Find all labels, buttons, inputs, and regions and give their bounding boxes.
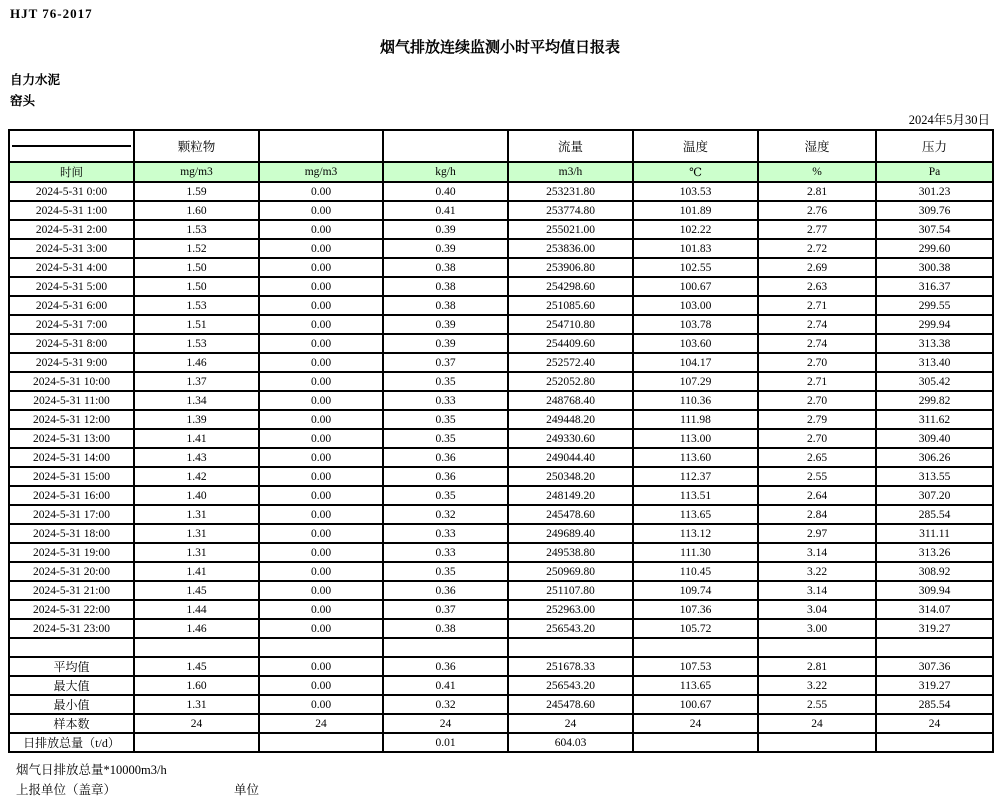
value-cell: 24 — [876, 714, 993, 733]
page-title: 烟气排放连续监测小时平均值日报表 — [379, 40, 620, 56]
value-cell: 0.36 — [383, 581, 508, 600]
row-label-cell: 2024-5-31 3:00 — [9, 239, 134, 258]
value-cell: 314.07 — [876, 600, 993, 619]
row-label-cell: 2024-5-31 19:00 — [9, 543, 134, 562]
value-cell: 2.74 — [758, 315, 876, 334]
corner-bottom-subcell — [12, 147, 131, 161]
value-cell: 24 — [508, 714, 633, 733]
value-cell: 311.62 — [876, 410, 993, 429]
value-cell: 307.36 — [876, 657, 993, 676]
value-cell: 24 — [758, 714, 876, 733]
row-label-cell: 2024-5-31 4:00 — [9, 258, 134, 277]
summary-row — [9, 695, 993, 714]
company-name: 自力水泥 — [10, 73, 61, 87]
table-row — [9, 619, 993, 638]
value-cell: 0.00 — [259, 543, 383, 562]
value-cell: 113.65 — [633, 676, 758, 695]
value-cell: 0.35 — [383, 562, 508, 581]
value-cell: 0.40 — [383, 182, 508, 201]
summary-row — [9, 714, 993, 733]
value-cell: 300.38 — [876, 258, 993, 277]
row-label-cell: 2024-5-31 11:00 — [9, 391, 134, 410]
value-cell: 311.11 — [876, 524, 993, 543]
value-cell: 2.69 — [758, 258, 876, 277]
unit-header-cell: 时间 — [9, 162, 134, 182]
value-cell: 111.30 — [633, 543, 758, 562]
row-label-cell: 2024-5-31 10:00 — [9, 372, 134, 391]
value-cell: 0.00 — [259, 524, 383, 543]
value-cell: 1.31 — [134, 543, 259, 562]
value-cell: 252052.80 — [508, 372, 633, 391]
blank-separator-row — [9, 638, 993, 657]
value-cell: 249448.20 — [508, 410, 633, 429]
unit-label: 单位 — [234, 783, 260, 797]
value-cell: 256543.20 — [508, 619, 633, 638]
table-row — [9, 296, 993, 315]
table-row — [9, 201, 993, 220]
value-cell: 309.76 — [876, 201, 993, 220]
table-row — [9, 372, 993, 391]
value-cell: 24 — [383, 714, 508, 733]
value-cell: 105.72 — [633, 619, 758, 638]
value-cell: 1.59 — [134, 182, 259, 201]
value-cell: 0.00 — [259, 391, 383, 410]
value-cell — [508, 638, 633, 657]
table-row — [9, 315, 993, 334]
value-cell: 2.71 — [758, 296, 876, 315]
value-cell: 3.14 — [758, 543, 876, 562]
value-cell: 255021.00 — [508, 220, 633, 239]
value-cell: 1.31 — [134, 505, 259, 524]
value-cell: 0.37 — [383, 600, 508, 619]
value-cell: 245478.60 — [508, 695, 633, 714]
table-row — [9, 182, 993, 201]
value-cell: 0.00 — [259, 467, 383, 486]
value-cell: 253231.80 — [508, 182, 633, 201]
corner-cell — [9, 130, 134, 162]
value-cell: 103.00 — [633, 296, 758, 315]
value-cell: 0.41 — [383, 676, 508, 695]
row-label-cell: 平均值 — [9, 657, 134, 676]
value-cell: 0.35 — [383, 372, 508, 391]
value-cell: 245478.60 — [508, 505, 633, 524]
unit-header-cell: kg/h — [383, 162, 508, 182]
value-cell: 319.27 — [876, 676, 993, 695]
value-cell: 1.46 — [134, 619, 259, 638]
pollutant-header-cell — [259, 130, 383, 162]
value-cell: 313.55 — [876, 467, 993, 486]
row-label-cell: 2024-5-31 2:00 — [9, 220, 134, 239]
value-cell: 0.00 — [259, 372, 383, 391]
value-cell: 0.33 — [383, 391, 508, 410]
row-label-cell: 2024-5-31 12:00 — [9, 410, 134, 429]
value-cell: 307.54 — [876, 220, 993, 239]
value-cell: 0.38 — [383, 296, 508, 315]
row-label-cell: 最小值 — [9, 695, 134, 714]
value-cell: 100.67 — [633, 277, 758, 296]
value-cell: 1.45 — [134, 581, 259, 600]
summary-row — [9, 676, 993, 695]
value-cell: 0.36 — [383, 657, 508, 676]
value-cell: 249330.60 — [508, 429, 633, 448]
value-cell: 0.35 — [383, 410, 508, 429]
value-cell: 319.27 — [876, 619, 993, 638]
value-cell: 1.44 — [134, 600, 259, 619]
value-cell: 100.67 — [633, 695, 758, 714]
value-cell: 0.00 — [259, 353, 383, 372]
table-row — [9, 543, 993, 562]
value-cell: 113.00 — [633, 429, 758, 448]
corner-top-subcell — [12, 132, 131, 147]
value-cell: 254710.80 — [508, 315, 633, 334]
value-cell: 253836.00 — [508, 239, 633, 258]
value-cell: 2.70 — [758, 429, 876, 448]
value-cell: 2.81 — [758, 182, 876, 201]
unit-header-cell: ℃ — [633, 162, 758, 182]
table-row — [9, 391, 993, 410]
value-cell: 0.38 — [383, 258, 508, 277]
value-cell: 1.60 — [134, 676, 259, 695]
value-cell: 299.60 — [876, 239, 993, 258]
table-row — [9, 277, 993, 296]
table-row — [9, 353, 993, 372]
value-cell: 1.53 — [134, 334, 259, 353]
row-label-cell: 2024-5-31 22:00 — [9, 600, 134, 619]
value-cell — [876, 733, 993, 752]
value-cell: 0.33 — [383, 543, 508, 562]
pollutant-header-row — [9, 130, 993, 162]
value-cell: 110.45 — [633, 562, 758, 581]
value-cell: 1.37 — [134, 372, 259, 391]
value-cell: 1.53 — [134, 220, 259, 239]
row-label-cell: 2024-5-31 16:00 — [9, 486, 134, 505]
value-cell: 256543.20 — [508, 676, 633, 695]
value-cell: 0.00 — [259, 334, 383, 353]
row-label-cell: 2024-5-31 18:00 — [9, 524, 134, 543]
value-cell: 0.00 — [259, 562, 383, 581]
table-row — [9, 448, 993, 467]
value-cell: 2.74 — [758, 334, 876, 353]
value-cell: 0.39 — [383, 315, 508, 334]
value-cell: 0.36 — [383, 467, 508, 486]
table-row — [9, 562, 993, 581]
value-cell: 285.54 — [876, 505, 993, 524]
value-cell: 248768.40 — [508, 391, 633, 410]
value-cell — [134, 733, 259, 752]
value-cell: 0.00 — [259, 676, 383, 695]
value-cell: 0.39 — [383, 220, 508, 239]
value-cell: 0.37 — [383, 353, 508, 372]
value-cell: 248149.20 — [508, 486, 633, 505]
value-cell: 249044.40 — [508, 448, 633, 467]
row-label-cell: 2024-5-31 8:00 — [9, 334, 134, 353]
pollutant-header-cell: 湿度 — [758, 130, 876, 162]
pollutant-header-cell — [383, 130, 508, 162]
value-cell: 308.92 — [876, 562, 993, 581]
row-label-cell: 2024-5-31 9:00 — [9, 353, 134, 372]
value-cell: 0.32 — [383, 505, 508, 524]
row-label-cell: 2024-5-31 14:00 — [9, 448, 134, 467]
value-cell: 107.53 — [633, 657, 758, 676]
value-cell: 0.38 — [383, 277, 508, 296]
value-cell: 313.38 — [876, 334, 993, 353]
value-cell: 111.98 — [633, 410, 758, 429]
value-cell: 2.70 — [758, 353, 876, 372]
summary-row — [9, 657, 993, 676]
value-cell: 0.00 — [259, 429, 383, 448]
value-cell: 299.82 — [876, 391, 993, 410]
value-cell: 2.84 — [758, 505, 876, 524]
value-cell: 2.81 — [758, 657, 876, 676]
value-cell: 102.22 — [633, 220, 758, 239]
value-cell: 0.00 — [259, 619, 383, 638]
value-cell: 0.36 — [383, 448, 508, 467]
value-cell — [134, 638, 259, 657]
value-cell — [259, 638, 383, 657]
row-label-cell: 2024-5-31 15:00 — [9, 467, 134, 486]
value-cell: 0.39 — [383, 334, 508, 353]
value-cell: 2.64 — [758, 486, 876, 505]
row-label-cell: 2024-5-31 6:00 — [9, 296, 134, 315]
value-cell: 101.89 — [633, 201, 758, 220]
value-cell: 1.41 — [134, 429, 259, 448]
value-cell: 2.55 — [758, 695, 876, 714]
value-cell: 307.20 — [876, 486, 993, 505]
value-cell: 2.70 — [758, 391, 876, 410]
row-label-cell: 2024-5-31 23:00 — [9, 619, 134, 638]
value-cell: 250348.20 — [508, 467, 633, 486]
value-cell: 0.00 — [259, 448, 383, 467]
row-label-cell: 2024-5-31 20:00 — [9, 562, 134, 581]
value-cell — [383, 638, 508, 657]
total-emission-note: 烟气日排放总量*10000m3/h — [16, 763, 167, 777]
value-cell: 109.74 — [633, 581, 758, 600]
report-unit-label: 上报单位（盖章） — [16, 783, 117, 797]
value-cell: 251085.60 — [508, 296, 633, 315]
unit-header-cell: m3/h — [508, 162, 633, 182]
value-cell: 2.71 — [758, 372, 876, 391]
value-cell: 309.94 — [876, 581, 993, 600]
table-row — [9, 334, 993, 353]
value-cell: 3.22 — [758, 676, 876, 695]
value-cell: 2.76 — [758, 201, 876, 220]
value-cell: 249538.80 — [508, 543, 633, 562]
value-cell: 102.55 — [633, 258, 758, 277]
table-row — [9, 505, 993, 524]
value-cell: 103.78 — [633, 315, 758, 334]
value-cell: 299.55 — [876, 296, 993, 315]
value-cell: 253906.80 — [508, 258, 633, 277]
value-cell — [633, 638, 758, 657]
value-cell: 110.36 — [633, 391, 758, 410]
value-cell: 301.23 — [876, 182, 993, 201]
value-cell: 113.51 — [633, 486, 758, 505]
value-cell: 0.00 — [259, 277, 383, 296]
value-cell: 252572.40 — [508, 353, 633, 372]
row-label-cell: 日排放总量（t/d） — [9, 733, 134, 752]
value-cell: 1.46 — [134, 353, 259, 372]
pollutant-header-cell: 压力 — [876, 130, 993, 162]
value-cell: 3.04 — [758, 600, 876, 619]
value-cell: 3.22 — [758, 562, 876, 581]
row-label-cell: 样本数 — [9, 714, 134, 733]
value-cell: 112.37 — [633, 467, 758, 486]
table-row — [9, 524, 993, 543]
value-cell — [758, 733, 876, 752]
value-cell: 0.00 — [259, 505, 383, 524]
value-cell: 299.94 — [876, 315, 993, 334]
table-row — [9, 600, 993, 619]
value-cell: 1.52 — [134, 239, 259, 258]
value-cell: 24 — [134, 714, 259, 733]
value-cell: 1.41 — [134, 562, 259, 581]
table-row — [9, 220, 993, 239]
value-cell: 113.12 — [633, 524, 758, 543]
value-cell: 103.60 — [633, 334, 758, 353]
summary-row — [9, 733, 993, 752]
value-cell: 1.45 — [134, 657, 259, 676]
row-label-cell: 2024-5-31 17:00 — [9, 505, 134, 524]
pollutant-header-cell: 颗粒物 — [134, 130, 259, 162]
value-cell: 285.54 — [876, 695, 993, 714]
value-cell: 24 — [259, 714, 383, 733]
value-cell: 2.55 — [758, 467, 876, 486]
monitoring-table — [8, 129, 994, 753]
value-cell: 309.40 — [876, 429, 993, 448]
value-cell: 0.01 — [383, 733, 508, 752]
value-cell: 0.32 — [383, 695, 508, 714]
value-cell: 2.77 — [758, 220, 876, 239]
value-cell — [633, 733, 758, 752]
row-label-cell — [9, 638, 134, 657]
value-cell: 1.31 — [134, 524, 259, 543]
value-cell: 0.00 — [259, 486, 383, 505]
row-label-cell: 最大值 — [9, 676, 134, 695]
value-cell: 1.39 — [134, 410, 259, 429]
value-cell: 0.41 — [383, 201, 508, 220]
value-cell: 1.50 — [134, 258, 259, 277]
value-cell: 1.60 — [134, 201, 259, 220]
value-cell: 0.00 — [259, 182, 383, 201]
table-row — [9, 258, 993, 277]
report-date: 2024年5月30日 — [908, 113, 990, 127]
standard-code: HJT 76-2017 — [10, 6, 93, 21]
value-cell: 1.51 — [134, 315, 259, 334]
value-cell: 252963.00 — [508, 600, 633, 619]
value-cell: 104.17 — [633, 353, 758, 372]
row-label-cell: 2024-5-31 13:00 — [9, 429, 134, 448]
value-cell: 107.36 — [633, 600, 758, 619]
unit-header-cell: % — [758, 162, 876, 182]
value-cell: 0.33 — [383, 524, 508, 543]
value-cell — [758, 638, 876, 657]
value-cell: 2.63 — [758, 277, 876, 296]
value-cell: 0.35 — [383, 429, 508, 448]
table-row — [9, 581, 993, 600]
value-cell: 253774.80 — [508, 201, 633, 220]
value-cell: 1.31 — [134, 695, 259, 714]
value-cell: 254298.60 — [508, 277, 633, 296]
row-label-cell: 2024-5-31 1:00 — [9, 201, 134, 220]
value-cell: 313.26 — [876, 543, 993, 562]
table-row — [9, 467, 993, 486]
value-cell: 101.83 — [633, 239, 758, 258]
site-name: 窑头 — [10, 94, 36, 108]
table-row — [9, 486, 993, 505]
value-cell: 0.00 — [259, 201, 383, 220]
table-row — [9, 429, 993, 448]
value-cell: 24 — [633, 714, 758, 733]
value-cell: 251678.33 — [508, 657, 633, 676]
value-cell: 254409.60 — [508, 334, 633, 353]
table-row — [9, 239, 993, 258]
row-label-cell: 2024-5-31 7:00 — [9, 315, 134, 334]
value-cell: 0.00 — [259, 581, 383, 600]
value-cell: 0.00 — [259, 695, 383, 714]
value-cell: 306.26 — [876, 448, 993, 467]
table-row — [9, 410, 993, 429]
value-cell: 1.43 — [134, 448, 259, 467]
value-cell: 305.42 — [876, 372, 993, 391]
value-cell: 113.65 — [633, 505, 758, 524]
value-cell: 313.40 — [876, 353, 993, 372]
value-cell: 2.72 — [758, 239, 876, 258]
value-cell: 3.00 — [758, 619, 876, 638]
value-cell: 0.00 — [259, 239, 383, 258]
value-cell: 249689.40 — [508, 524, 633, 543]
value-cell: 0.00 — [259, 258, 383, 277]
value-cell: 316.37 — [876, 277, 993, 296]
value-cell: 0.00 — [259, 410, 383, 429]
unit-header-cell: mg/m3 — [134, 162, 259, 182]
value-cell: 0.00 — [259, 220, 383, 239]
pollutant-header-cell: 温度 — [633, 130, 758, 162]
value-cell: 0.00 — [259, 296, 383, 315]
value-cell: 2.97 — [758, 524, 876, 543]
value-cell: 103.53 — [633, 182, 758, 201]
value-cell — [876, 638, 993, 657]
row-label-cell: 2024-5-31 21:00 — [9, 581, 134, 600]
value-cell: 3.14 — [758, 581, 876, 600]
value-cell: 1.53 — [134, 296, 259, 315]
unit-header-cell: Pa — [876, 162, 993, 182]
value-cell: 0.00 — [259, 600, 383, 619]
value-cell: 1.42 — [134, 467, 259, 486]
value-cell: 1.50 — [134, 277, 259, 296]
unit-header-row — [9, 162, 993, 182]
value-cell: 0.38 — [383, 619, 508, 638]
row-label-cell: 2024-5-31 5:00 — [9, 277, 134, 296]
value-cell: 113.60 — [633, 448, 758, 467]
value-cell: 604.03 — [508, 733, 633, 752]
value-cell: 0.00 — [259, 657, 383, 676]
pollutant-header-cell: 流量 — [508, 130, 633, 162]
row-label-cell: 2024-5-31 0:00 — [9, 182, 134, 201]
unit-header-cell: mg/m3 — [259, 162, 383, 182]
value-cell: 0.00 — [259, 315, 383, 334]
value-cell: 2.65 — [758, 448, 876, 467]
value-cell — [259, 733, 383, 752]
value-cell: 2.79 — [758, 410, 876, 429]
value-cell: 0.39 — [383, 239, 508, 258]
value-cell: 251107.80 — [508, 581, 633, 600]
value-cell: 1.40 — [134, 486, 259, 505]
value-cell: 0.35 — [383, 486, 508, 505]
value-cell: 250969.80 — [508, 562, 633, 581]
value-cell: 107.29 — [633, 372, 758, 391]
value-cell: 1.34 — [134, 391, 259, 410]
